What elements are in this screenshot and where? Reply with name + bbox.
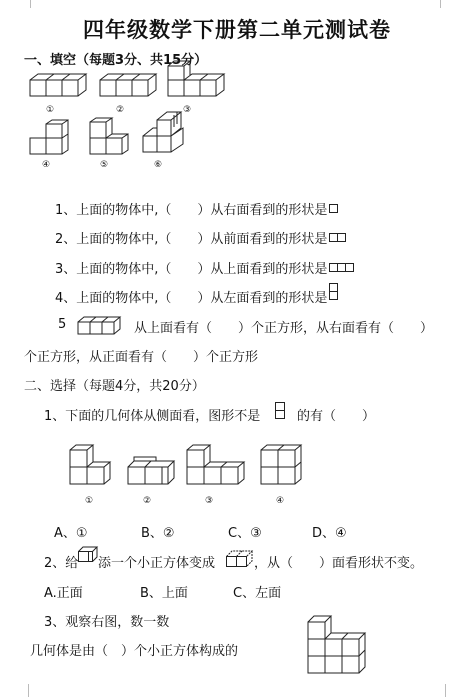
choice-question-1-text: 1、下面的几何体从侧面看，图形不是	[44, 409, 261, 424]
q1-figure-label-3: ③	[205, 496, 214, 506]
option-d[interactable]: D、④	[312, 526, 347, 541]
view-shape-two-squares	[329, 233, 349, 243]
side-view-shape	[275, 402, 287, 422]
option-a[interactable]: A、①	[54, 526, 88, 541]
section-1-heading: 一、填空（每题3分、共15分）	[24, 53, 208, 68]
fill-question-5-part1: 从上面看有（ ）个正方形，从右面看有（ ）	[134, 321, 434, 336]
margin-mark	[440, 0, 441, 8]
q2-option-c[interactable]: C、左面	[233, 586, 282, 601]
choice-question-1-text-end: 的有（ ）	[297, 409, 376, 424]
margin-mark	[445, 684, 446, 697]
q2-result-figure	[226, 548, 254, 574]
margin-mark	[28, 684, 29, 697]
margin-mark	[30, 0, 31, 8]
fill-question-3: 3、上面的物体中,（ ）从上面看到的形状是	[55, 262, 328, 277]
figure-label-2: ②	[116, 105, 125, 115]
figure-3-shape	[168, 60, 228, 104]
figure-1-three-cubes-row	[30, 72, 90, 102]
figure-6-shape	[143, 116, 193, 158]
q1-figure-label-4: ④	[276, 496, 285, 506]
q1-figure-4	[261, 444, 311, 490]
choice-question-2-middle: 添一个小正方体变成	[98, 556, 216, 571]
fill-question-2: 2、上面的物体中,（ ）从前面看到的形状是	[55, 232, 328, 247]
figure-label-3: ③	[183, 105, 192, 115]
q3-cube-stack-figure	[306, 610, 368, 676]
fill-question-5-part2: 个正方形，从正面看有（ ）个正方形	[24, 350, 259, 365]
figure-label-1: ①	[46, 105, 55, 115]
choice-question-2-end: ，从（ ）面看形状不变。	[254, 556, 424, 571]
q2-option-a[interactable]: A.正面	[44, 586, 83, 601]
section-2-heading: 二、选择（每题4分，共20分）	[24, 379, 205, 394]
q1-figure-2	[128, 457, 180, 491]
q1-figure-label-1: ①	[85, 496, 94, 506]
view-shape-two-stacked-squares	[329, 283, 339, 303]
page-title: 四年级数学下册第二单元测试卷	[83, 18, 391, 42]
figure-5-shape	[90, 116, 134, 158]
figure-label-6: ⑥	[154, 160, 163, 170]
figure-q5-cubes	[78, 316, 128, 338]
q1-figure-3	[187, 444, 249, 490]
option-c[interactable]: C、③	[228, 526, 262, 541]
figure-4-shape	[30, 124, 74, 158]
q2-small-cube-figure	[78, 546, 100, 566]
figure-label-5: ⑤	[100, 160, 109, 170]
fill-question-1: 1、上面的物体中,（ ）从右面看到的形状是	[55, 203, 328, 218]
choice-question-3-line1: 3、观察右图，数一数	[44, 615, 170, 630]
view-shape-three-squares	[329, 263, 357, 273]
q2-option-b[interactable]: B、上面	[140, 586, 188, 601]
fill-question-5-number: 5	[58, 317, 67, 332]
figure-label-4: ④	[42, 160, 51, 170]
choice-question-2-start: 2、给	[44, 556, 79, 571]
fill-question-4: 4、上面的物体中,（ ）从左面看到的形状是	[55, 291, 328, 306]
choice-question-3-line2: 几何体是由（ ）个小正方体构成的	[30, 644, 239, 659]
view-shape-one-square	[329, 204, 341, 214]
figure-2-shape	[100, 72, 160, 102]
option-b[interactable]: B、②	[141, 526, 175, 541]
q1-figure-label-2: ②	[143, 496, 152, 506]
q1-figure-1	[70, 444, 122, 490]
